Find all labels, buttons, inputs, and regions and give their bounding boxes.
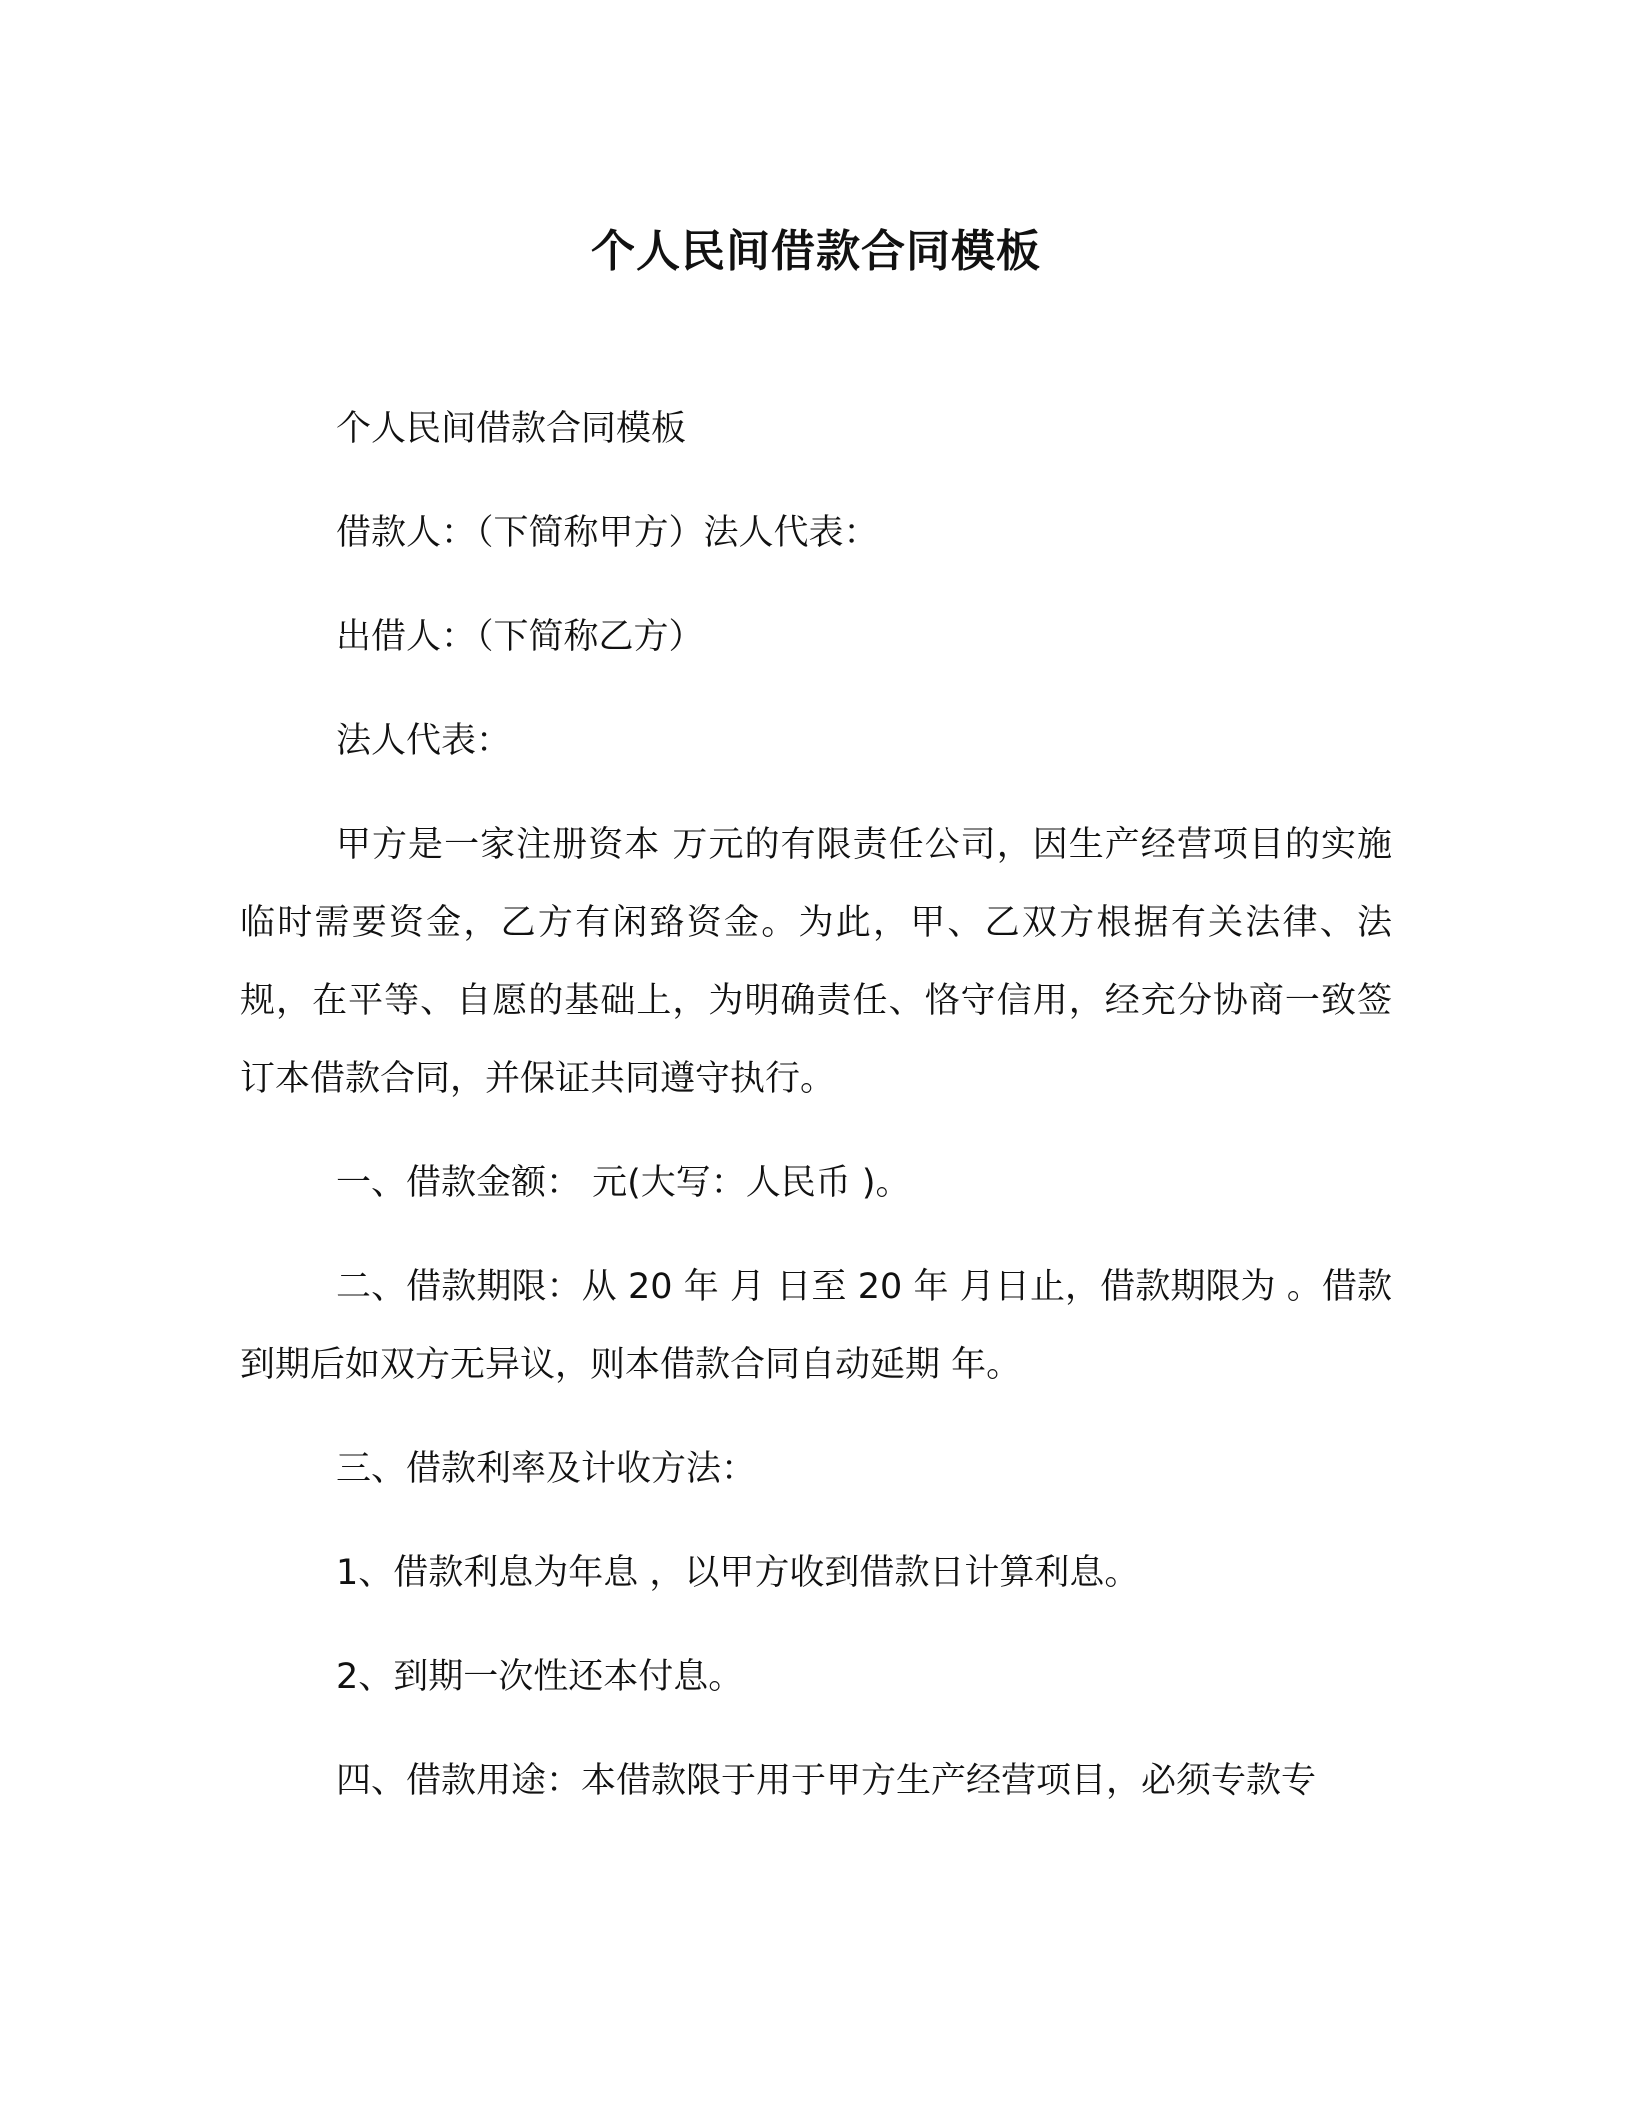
paragraph-lender: 出借人：（下简称乙方） xyxy=(336,617,704,657)
paragraph-preamble: 甲方是一家注册资本 万元的有限责任公司，因生产经营项目的实施临时需要资金，乙方有闲臵资金。为此，甲、乙双方根据有关法律、法规，在平等、自愿的基础上，为明确责任、恪守信用，经充分协商一致签订本借款合同，并保证共同遵守执行。 xyxy=(240,825,1392,1099)
document-title: 个人民间借款合同模板 xyxy=(591,226,1041,277)
paragraph-legal-rep: 法人代表： xyxy=(336,721,512,761)
paragraph-interest-2: 2、到期一次性还本付息。 xyxy=(336,1657,744,1697)
paragraph-interest-1: 1、借款利息为年息 ，以甲方收到借款日计算利息。 xyxy=(336,1553,1140,1593)
paragraph-loan-term: 二、借款期限：从 20 年 月 日至 20 年 月日止，借款期限为 。借款到期后如双方无异议，则本借款合同自动延期 年。 xyxy=(240,1267,1392,1385)
paragraph-borrower: 借款人：（下简称甲方）法人代表： xyxy=(336,513,879,553)
paragraph-loan-amount: 一、借款金额： 元(大写：人民币 )。 xyxy=(336,1163,911,1203)
paragraph-loan-purpose: 四、借款用途：本借款限于用于甲方生产经营项目，必须专款专 xyxy=(336,1761,1317,1801)
document-body xyxy=(240,390,1392,1846)
paragraph-interest-heading: 三、借款利率及计收方法： xyxy=(336,1449,757,1489)
paragraph-subtitle: 个人民间借款合同模板 xyxy=(336,409,687,449)
